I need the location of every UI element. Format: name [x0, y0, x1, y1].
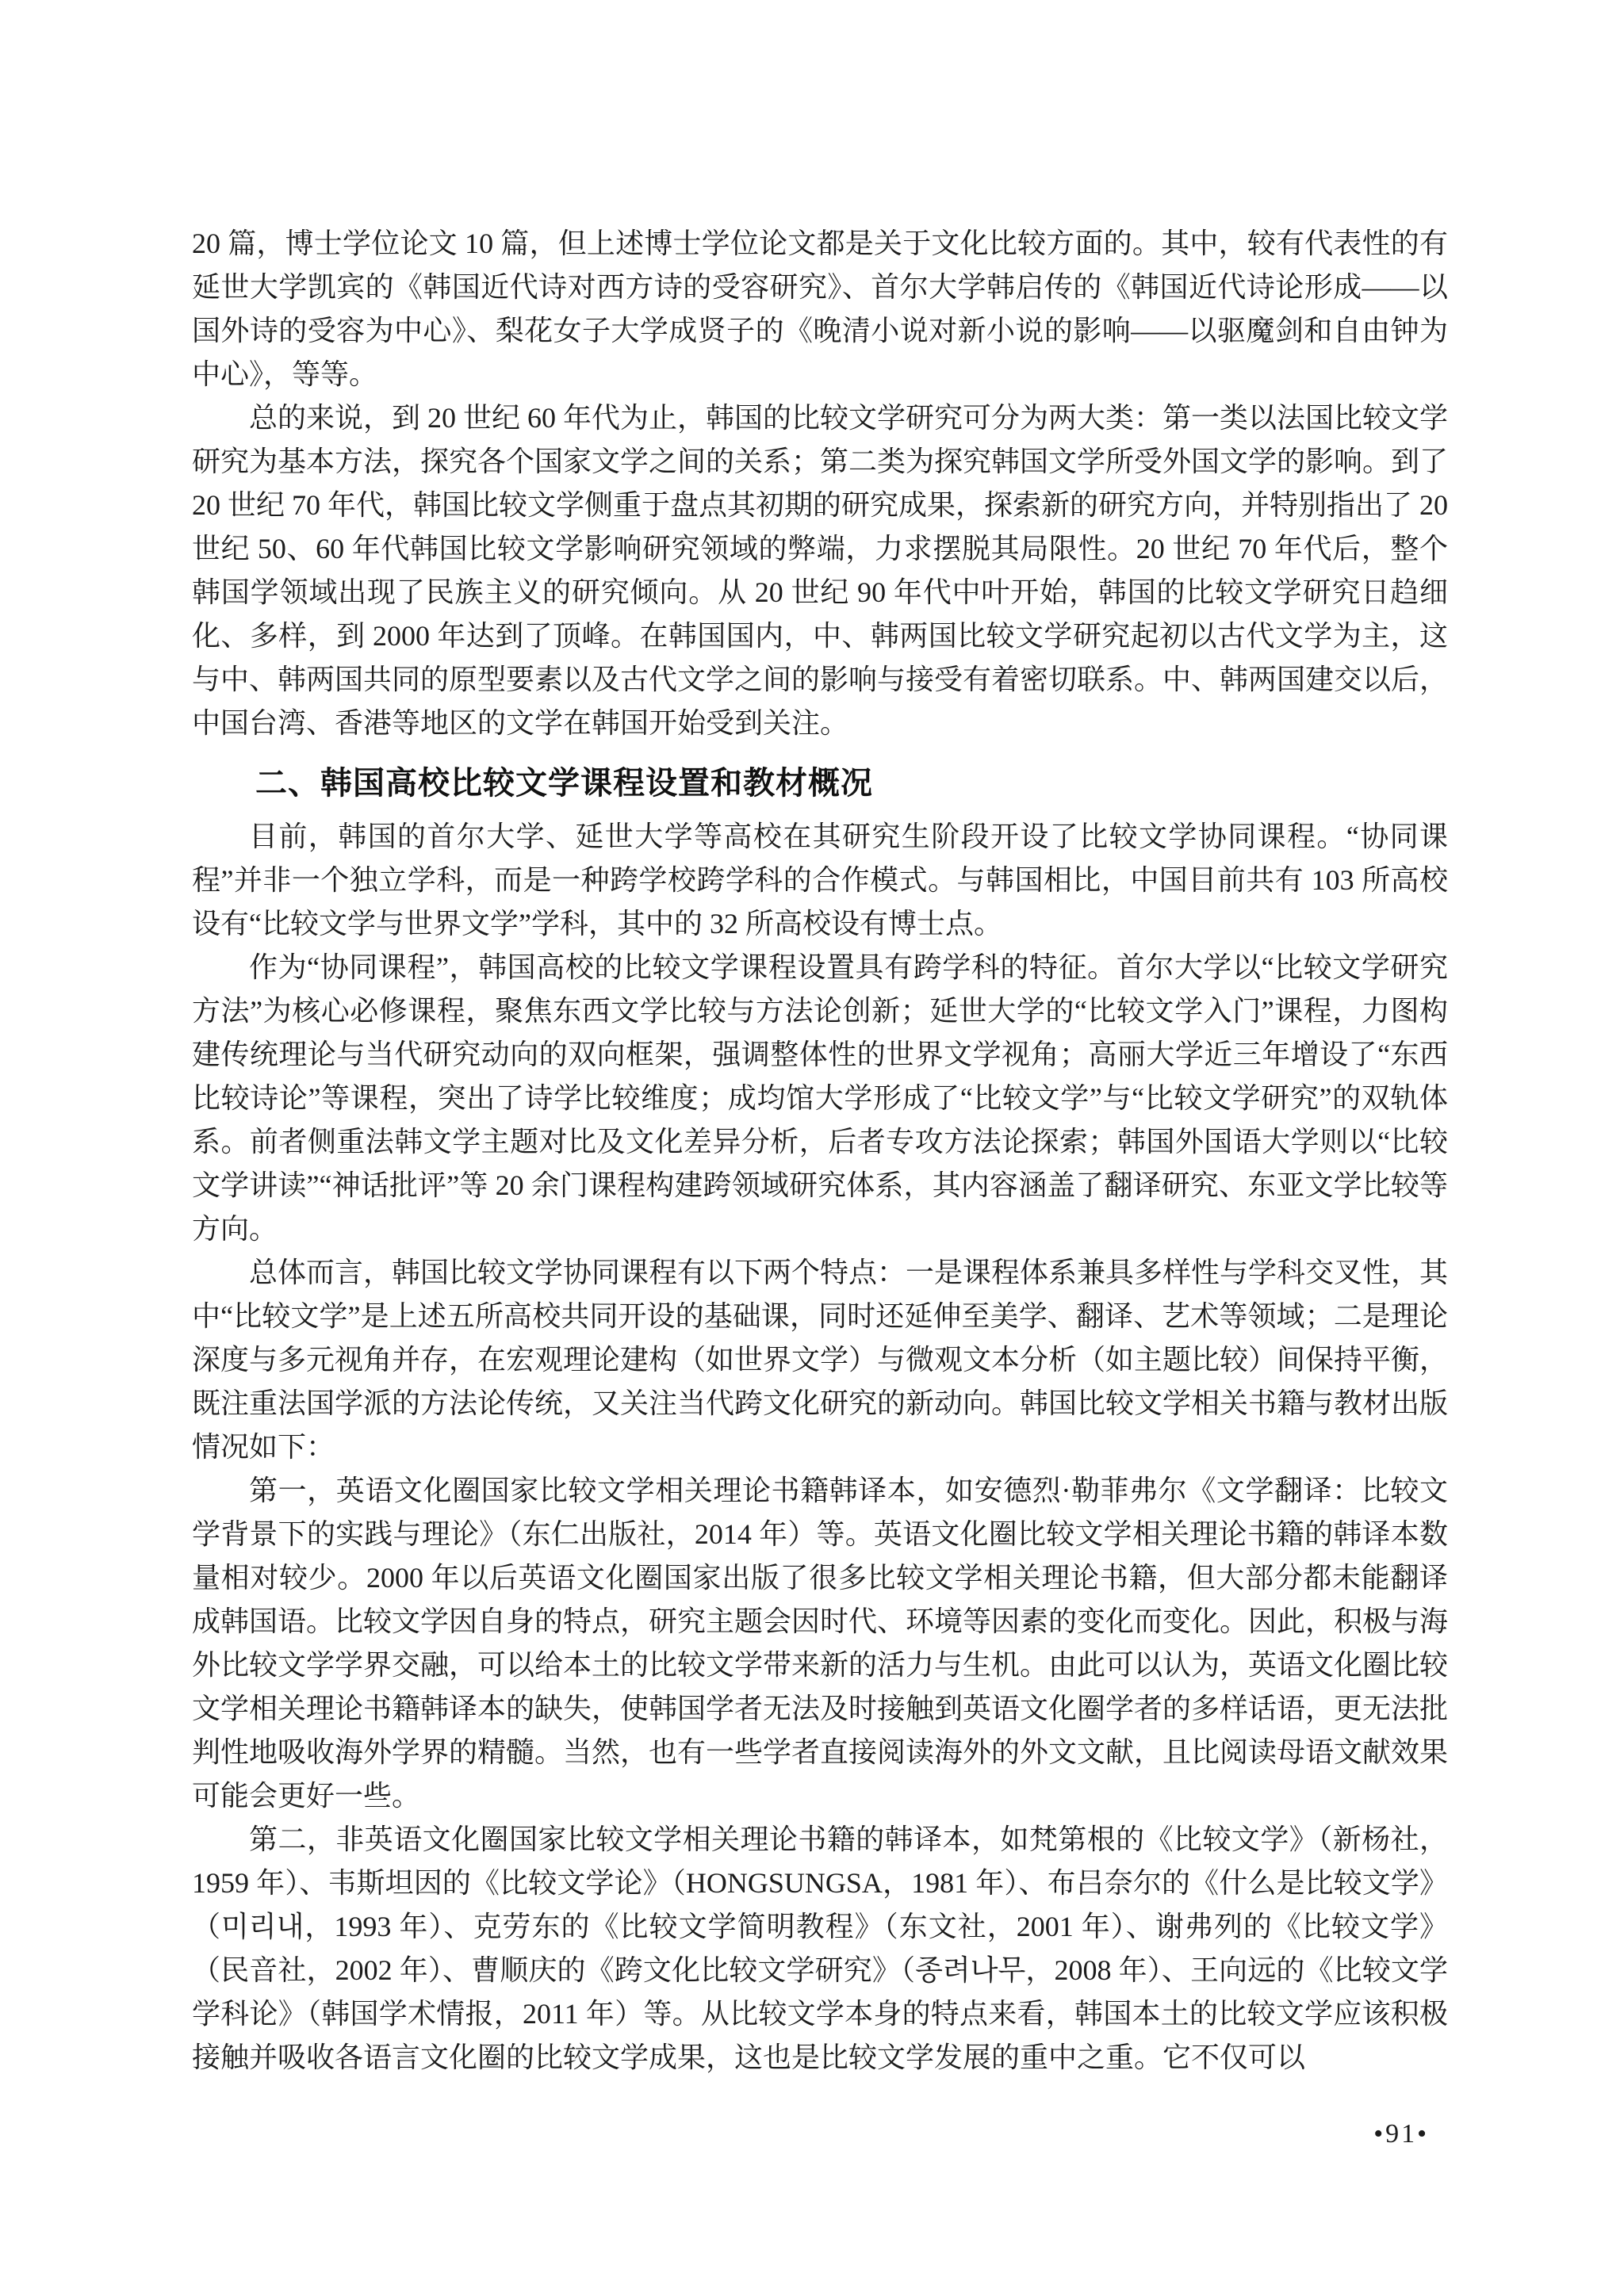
paragraph: 目前，韩国的首尔大学、延世大学等高校在其研究生阶段开设了比较文学协同课程。“协同课程”并非一个独立学科，而是一种跨学校跨学科的合作模式。与韩国相比，中国目前共有 103 所高校设有“比较文学与世界文学”学科，其中的 32 所高校设有博士点。 [192, 821, 1448, 939]
paragraph: 作为“协同课程”，韩国高校的比较文学课程设置具有跨学科的特征。首尔大学以“比较文学研究方法”为核心必修课程，聚焦东西文学比较与方法论创新；延世大学的“比较文学入门”课程，力图构建传统理论与当代研究动向的双向框架，强调整体性的世界文学视角；高丽大学近三年增设了“东西比较诗论”等课程，突出了诗学比较维度；成均馆大学形成了“比较文学”与“比较文学研究”的双轨体系。前者侧重法韩文学主题对比及文化差异分析，后者专攻方法论探索；韩国外国语大学则以“比较文学讲读”“神话批评”等 20 余门课程构建跨领域研究体系，其内容涵盖了翻译研究、东亚文学比较等方向。 [192, 951, 1448, 1245]
section-heading: 二、韩国高校比较文学课程设置和教材概况 [255, 766, 873, 801]
paragraph: 总的来说，到 20 世纪 60 年代为止，韩国的比较文学研究可分为两大类：第一类以法国比较文学研究为基本方法，探究各个国家文学之间的关系；第二类为探究韩国文学所受外国文学的影响。到了 20 世纪 70 年代，韩国比较文学侧重于盘点其初期的研究成果，探索新的研究方向，并特别指出了 20 世纪 50、60 年代韩国比较文学影响研究领域的弊端，力求摆脱其局限性。20 世纪 70 年代后，整个韩国学领域出现了民族主义的研究倾向。从 20 世纪 90 年代中叶开始，韩国的比较文学研究日趋细化、多样，到 2000 年达到了顶峰。在韩国国内，中、韩两国比较文学研究起初以古代文学为主，这与中、韩两国共同的原型要素以及古代文学之间的影响与接受有着密切联系。中、韩两国建交以后，中国台湾、香港等地区的文学在韩国开始受到关注。 [192, 402, 1449, 739]
paragraph: 第一，英语文化圈国家比较文学相关理论书籍韩译本，如安德烈·勒菲弗尔《文学翻译：比较文学背景下的实践与理论》（东仁出版社，2014 年）等。英语文化圈比较文学相关理论书籍的韩译本数量相对较少。2000 年以后英语文化圈国家出版了很多比较文学相关理论书籍，但大部分都未能翻译成韩国语。比较文学因自身的特点，研究主题会因时代、环境等因素的变化而变化。因此，积极与海外比较文学学界交融，可以给本土的比较文学带来新的活力与生机。由此可以认为，英语文化圈比较文学相关理论书籍韩译本的缺失，使韩国学者无法及时接触到英语文化圈学者的多样话语，更无法批判性地吸收海外学界的精髓。当然，也有一些学者直接阅读海外的外文文献，且比阅读母语文献效果可能会更好一些。 [192, 1475, 1449, 1812]
page-number: •91• [1373, 2119, 1429, 2149]
paragraph: 总体而言，韩国比较文学协同课程有以下两个特点：一是课程体系兼具多样性与学科交叉性，其中“比较文学”是上述五所高校共同开设的基础课，同时还延伸至美学、翻译、艺术等领域；二是理论深度与多元视角并存，在宏观理论建构（如世界文学）与微观文本分析（如主题比较）间保持平衡，既注重法国学派的方法论传统，又关注当代跨文化研究的新动向。韩国比较文学相关书籍与教材出版情况如下： [192, 1257, 1449, 1463]
text-column [192, 222, 1448, 2080]
paragraph: 第二，非英语文化圈国家比较文学相关理论书籍的韩译本，如梵第根的《比较文学》（新杨社，1959 年）、韦斯坦因的《比较文学论》（HONGSUNGSA，1981 年）、布吕奈尔的《什么是比较文学》（미리내，1993 年）、克劳东的《比较文学简明教程》（东文社，2001 年）、谢弗列的《比较文学》（民音社，2002 年）、曹顺庆的《跨文化比较文学研究》（종려나무，2008 年）、王向远的《比较文学学科论》（韩国学术情报，2011 年）等。从比较文学本身的特点来看，韩国本土的比较文学应该积极接触并吸收各语言文化圈的比较文学成果，这也是比较文学发展的重中之重。它不仅可以 [192, 1823, 1448, 2073]
paragraph-continuation: 20 篇，博士学位论文 10 篇，但上述博士学位论文都是关于文化比较方面的。其中，较有代表性的有延世大学凯宾的《韩国近代诗对西方诗的受容研究》、首尔大学韩启传的《韩国近代诗论形成——以国外诗的受容为中心》、梨花女子大学成贤子的《晚清小说对新小说的影响——以驱魔剑和自由钟为中心》，等等。 [192, 228, 1448, 390]
